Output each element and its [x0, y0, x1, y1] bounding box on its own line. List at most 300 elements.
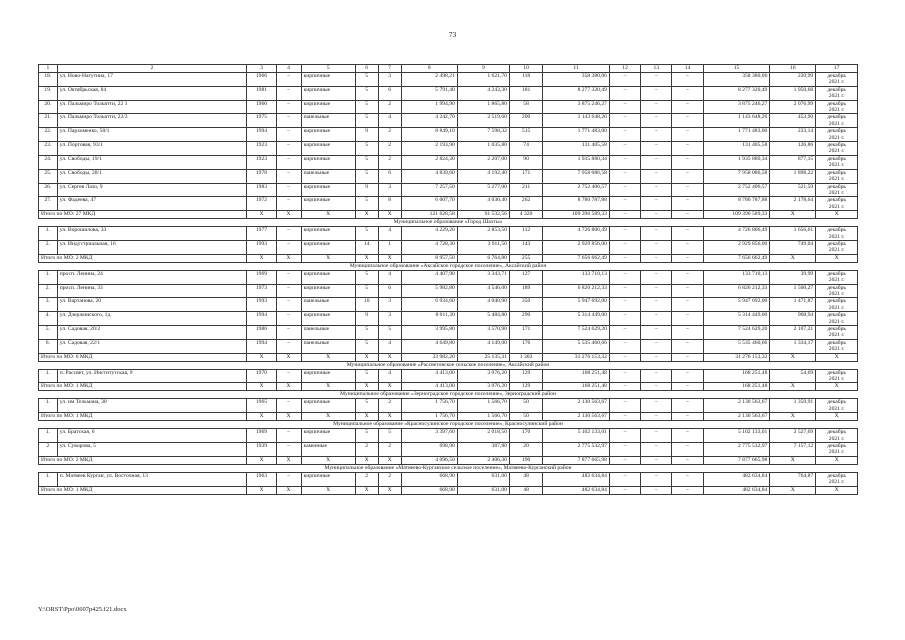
living-area-cell: 387,80	[457, 443, 509, 457]
total-cell: –	[641, 413, 672, 421]
cost-fund-cell: 5 535 460,66	[703, 339, 770, 353]
col13-cell: –	[641, 155, 672, 169]
total-cell: –	[672, 413, 703, 421]
total-cell: X	[276, 353, 301, 361]
row-number-cell: 1.	[39, 472, 58, 486]
completion-date-cell	[816, 183, 858, 197]
cost-cell: 2 775 532,97	[543, 443, 610, 457]
table-row	[39, 270, 858, 284]
total-cell: X	[770, 486, 816, 494]
col12-cell: –	[609, 312, 640, 326]
cost-cell: 4 726 806,49	[543, 227, 610, 241]
col4-cell: –	[276, 73, 301, 87]
cost-cell: 358 380,06	[543, 73, 610, 87]
col12-cell: –	[609, 86, 640, 100]
cost-fund-cell: 131 405,58	[703, 142, 770, 156]
table-row	[39, 197, 858, 211]
residents-cell: 200	[509, 114, 542, 128]
col13-cell: –	[641, 270, 672, 284]
row-number-cell: 26.	[39, 183, 58, 197]
table-row	[39, 240, 858, 254]
table-row	[39, 443, 858, 457]
completion-year: 2021 г.	[828, 93, 845, 100]
col14-cell: –	[672, 270, 703, 284]
unit-cost-cell: 1 656,61	[770, 227, 816, 241]
total-area-cell: 1 994,90	[401, 100, 457, 114]
col12-cell: –	[609, 326, 640, 340]
table-row	[39, 339, 858, 353]
floors-cell: 5	[355, 86, 378, 100]
floors-cell: 5	[355, 73, 378, 87]
unit-cost-cell: 2 527,69	[770, 429, 816, 443]
col12-cell: –	[609, 399, 640, 413]
year-cell: 1986	[247, 326, 276, 340]
total-label: Итого по МО: 2 МКД	[39, 456, 247, 464]
year-cell: 1923	[247, 142, 276, 156]
total-cell: 4 320	[509, 211, 542, 219]
cost-fund-cell: 1 771 483,00	[703, 128, 770, 142]
wall-material-cell: кирпичные	[301, 240, 355, 254]
completion-month: декабрь	[827, 339, 846, 346]
entrances-cell: 3	[378, 312, 401, 326]
completion-year: 2021 г.	[828, 332, 845, 339]
address-cell: просп. Ленина, 33	[57, 284, 247, 298]
completion-date-cell	[816, 369, 858, 383]
col14-cell: –	[672, 399, 703, 413]
col13-cell: –	[641, 443, 672, 457]
entrances-cell: 6	[378, 169, 401, 183]
unit-cost-cell: 126,86	[770, 142, 816, 156]
total-cell: X	[770, 383, 816, 391]
total-cell: –	[672, 383, 703, 391]
completion-date-cell	[816, 197, 858, 211]
row-number-cell: 22.	[39, 128, 58, 142]
completion-year: 2021 г.	[828, 79, 845, 86]
column-number-cell: 11	[543, 65, 610, 73]
completion-month: декабрь	[827, 270, 846, 277]
address-cell: ул. Суворова, 5	[57, 443, 247, 457]
table-row	[39, 284, 858, 298]
col13-cell: –	[641, 169, 672, 183]
total-cell: 31 276 153,32	[543, 353, 610, 361]
cost-cell: 133 710,13	[543, 270, 610, 284]
completion-year: 2021 г.	[828, 203, 845, 210]
living-area-cell: 4 040,90	[457, 298, 509, 312]
total-cell: X	[378, 211, 401, 219]
residents-cell: 112	[509, 227, 542, 241]
total-cell: X	[816, 211, 858, 219]
total-cell: X	[247, 383, 276, 391]
completion-month: декабрь	[827, 443, 846, 450]
total-area-cell: 4 242,70	[401, 114, 457, 128]
municipality-title: Муниципальное образование «Аксайское городское поселение», Аксайский район	[39, 262, 858, 270]
completion-month: декабрь	[827, 284, 846, 291]
total-cell: X	[355, 211, 378, 219]
entrances-cell: 4	[378, 227, 401, 241]
completion-month: декабрь	[827, 142, 846, 149]
year-cell: 1993	[247, 240, 276, 254]
address-cell: ул. Фадеева, 47	[57, 197, 247, 211]
col13-cell: –	[641, 227, 672, 241]
year-cell: 1994	[247, 128, 276, 142]
total-cell: X	[276, 486, 301, 494]
total-area-cell: 698,90	[401, 443, 457, 457]
unit-cost-cell: 1 500,27	[770, 284, 816, 298]
completion-month: декабрь	[827, 155, 846, 162]
total-cell: –	[609, 254, 640, 262]
total-cell: X	[276, 383, 301, 391]
total-cell: 668,90	[401, 486, 457, 494]
total-cell: X	[247, 254, 276, 262]
col4-cell: –	[276, 472, 301, 486]
cost-cell: 1 771 483,00	[543, 128, 610, 142]
total-cell: –	[641, 254, 672, 262]
total-cell: X	[301, 383, 355, 391]
living-area-cell: 4 030,40	[457, 197, 509, 211]
col4-cell: –	[276, 443, 301, 457]
total-cell: X	[247, 353, 276, 361]
table-row	[39, 100, 858, 114]
completion-year: 2021 г.	[828, 107, 845, 114]
municipality-header-row	[39, 464, 858, 472]
living-area-cell: 3 570,90	[457, 326, 509, 340]
total-cell: –	[672, 254, 703, 262]
floors-cell: 5	[355, 114, 378, 128]
total-cell: X	[378, 254, 401, 262]
total-cell: –	[609, 456, 640, 464]
total-cell: X	[247, 486, 276, 494]
col4-cell: –	[276, 114, 301, 128]
cost-fund-cell: 133 710,13	[703, 270, 770, 284]
total-row	[39, 211, 858, 219]
total-cell: –	[609, 353, 640, 361]
footer-file-path: Y:\ORST\Ppo\0607p425.f21.docx	[38, 606, 127, 613]
col12-cell: –	[609, 73, 640, 87]
total-cell: –	[609, 383, 640, 391]
residents-cell: 129	[509, 369, 542, 383]
col14-cell: –	[672, 298, 703, 312]
column-number-cell: 7	[378, 65, 401, 73]
col14-cell: –	[672, 472, 703, 486]
floors-cell: 5	[355, 284, 378, 298]
total-cell: –	[641, 353, 672, 361]
column-number-cell: 16	[770, 65, 816, 73]
total-cell: X	[770, 456, 816, 464]
residents-cell: 48	[509, 472, 542, 486]
col12-cell: –	[609, 169, 640, 183]
address-cell: п. Рассвет, ул. Институтская, 9	[57, 369, 247, 383]
total-label: Итого по МО: 1 МКД	[39, 413, 247, 421]
total-area-cell: 7 257,50	[401, 183, 457, 197]
address-cell: ул. Дзержинского, 1д	[57, 312, 247, 326]
col14-cell: –	[672, 369, 703, 383]
total-cell: X	[276, 254, 301, 262]
floors-cell: 5	[355, 429, 378, 443]
total-cell: X	[276, 456, 301, 464]
total-label: Итого по МО: 1 МКД	[39, 486, 247, 494]
year-cell: 1972	[247, 197, 276, 211]
cost-fund-cell: 1 143 648,26	[703, 114, 770, 128]
col14-cell: –	[672, 312, 703, 326]
row-number-cell: 5.	[39, 326, 58, 340]
wall-material-cell: кирпичные	[301, 369, 355, 383]
col4-cell: –	[276, 86, 301, 100]
municipality-header-row	[39, 421, 858, 429]
col12-cell: –	[609, 197, 640, 211]
total-cell: 1 303	[509, 353, 542, 361]
col12-cell: –	[609, 227, 640, 241]
cost-fund-cell: 2 752 406,57	[703, 183, 770, 197]
col13-cell: –	[641, 128, 672, 142]
total-cell: –	[672, 486, 703, 494]
total-cell: –	[641, 211, 672, 219]
cost-cell: 2 130 563,67	[543, 399, 610, 413]
table-row	[39, 169, 858, 183]
column-number-row	[39, 65, 858, 73]
municipality-title: Муниципальное образование «Матвеево-Курганское сельское поселение», Матвеево-Курганский район	[39, 464, 858, 472]
residents-cell: 50	[509, 399, 542, 413]
completion-month: декабрь	[827, 73, 846, 79]
col14-cell: –	[672, 114, 703, 128]
floors-cell: 5	[355, 270, 378, 284]
total-row	[39, 254, 858, 262]
total-cell: X	[301, 486, 355, 494]
floors-cell: 5	[355, 197, 378, 211]
completion-year: 2021 г.	[828, 120, 845, 127]
cost-fund-cell: 8 277 320,49	[703, 86, 770, 100]
col12-cell: –	[609, 100, 640, 114]
address-cell: ул. Ворошилова, 33	[57, 227, 247, 241]
col4-cell: –	[276, 284, 301, 298]
row-number-cell: 2	[39, 443, 58, 457]
row-number-cell: 1.	[39, 399, 58, 413]
residents-cell: 290	[509, 312, 542, 326]
cost-cell: 5 535 460,66	[543, 339, 610, 353]
total-row	[39, 413, 858, 421]
wall-material-cell: кирпичные	[301, 183, 355, 197]
entrances-cell: 4	[378, 270, 401, 284]
floors-cell: 10	[355, 298, 378, 312]
table-row	[39, 326, 858, 340]
year-cell: 1965	[247, 399, 276, 413]
table-row	[39, 472, 858, 486]
municipality-title: Муниципальное образование «Зерноградское городское поселение», Зерноградский район	[39, 391, 858, 399]
total-label: Итого по МО: 27 МКД	[39, 211, 247, 219]
total-cell: 109 396 589,33	[543, 211, 610, 219]
total-area-cell: 2 498,21	[401, 73, 457, 87]
cost-cell: 8 780 787,88	[543, 197, 610, 211]
living-area-cell: 1 035,80	[457, 142, 509, 156]
wall-material-cell: кирпичные	[301, 472, 355, 486]
wall-material-cell: кирпичные	[301, 100, 355, 114]
wall-material-cell: кирпичные	[301, 86, 355, 100]
wall-material-cell: кирпичные	[301, 399, 355, 413]
total-cell: X	[770, 413, 816, 421]
page-number: 73	[448, 30, 457, 39]
completion-date-cell	[816, 169, 858, 183]
total-cell: X	[770, 353, 816, 361]
floors-cell: 5	[355, 169, 378, 183]
address-cell: ул. Пархоменко, 58/1	[57, 128, 247, 142]
col12-cell: –	[609, 128, 640, 142]
unit-cost-cell: 1 950,68	[770, 86, 816, 100]
completion-date-cell	[816, 100, 858, 114]
total-label: Итого по МО: 2 МКД	[39, 254, 247, 262]
total-cell: 25 135,31	[457, 353, 509, 361]
completion-year: 2021 г.	[828, 176, 845, 183]
cost-fund-cell: 7 958 086,58	[703, 169, 770, 183]
total-cell: 482 634,84	[703, 486, 770, 494]
living-area-cell: 1 621,70	[457, 73, 509, 87]
municipality-header-row	[39, 391, 858, 399]
col4-cell: –	[276, 197, 301, 211]
completion-date-cell	[816, 227, 858, 241]
municipality-title: Муниципальное образование «Город Шахты»	[39, 219, 858, 227]
floors-cell: 9	[355, 128, 378, 142]
row-number-cell: 19.	[39, 86, 58, 100]
municipality-header-row	[39, 219, 858, 227]
total-cell: 8 957,50	[401, 254, 457, 262]
total-cell: X	[816, 486, 858, 494]
col4-cell: –	[276, 142, 301, 156]
total-cell: X	[276, 413, 301, 421]
total-cell: 482 634,84	[543, 486, 610, 494]
housing-register-table	[38, 64, 858, 495]
address-cell: ул. Садовая, 22/1	[57, 339, 247, 353]
total-cell: –	[609, 486, 640, 494]
floors-cell: 9	[355, 312, 378, 326]
total-cell: 109 396 589,33	[703, 211, 770, 219]
completion-month: декабрь	[827, 114, 846, 121]
total-cell: 1 566,70	[457, 413, 509, 421]
col4-cell: –	[276, 270, 301, 284]
row-number-cell: 27.	[39, 197, 58, 211]
total-area-cell: 8 011,30	[401, 312, 457, 326]
completion-year: 2021 г.	[828, 304, 845, 311]
address-cell: ул. Пальмиро Тольятти, 22 1	[57, 100, 247, 114]
total-row	[39, 486, 858, 494]
wall-material-cell: кирпичные	[301, 284, 355, 298]
total-cell: X	[816, 456, 858, 464]
entrances-cell: 6	[378, 284, 401, 298]
total-cell: X	[378, 353, 401, 361]
total-cell: 91 532,56	[457, 211, 509, 219]
year-cell: 1939	[247, 443, 276, 457]
completion-month: декабрь	[827, 128, 846, 135]
col4-cell: –	[276, 369, 301, 383]
col12-cell: –	[609, 298, 640, 312]
wall-material-cell: кирпичные	[301, 227, 355, 241]
municipality-title: Муниципальное образование «Красносулинское городское поселение», Красносулинский район	[39, 421, 858, 429]
total-cell: 129	[509, 383, 542, 391]
col12-cell: –	[609, 429, 640, 443]
table-row	[39, 298, 858, 312]
total-area-cell: 4 839,60	[401, 169, 457, 183]
address-cell: ул. Садовая, 20/2	[57, 326, 247, 340]
unit-cost-cell: 1 471,87	[770, 298, 816, 312]
wall-material-cell: панельные	[301, 169, 355, 183]
total-cell: X	[301, 353, 355, 361]
total-cell: X	[276, 211, 301, 219]
floors-cell: 2	[355, 472, 378, 486]
total-cell: X	[355, 353, 378, 361]
floors-cell: 5	[355, 369, 378, 383]
unit-cost-cell: 968,94	[770, 312, 816, 326]
col13-cell: –	[641, 100, 672, 114]
floors-cell: 2	[355, 443, 378, 457]
completion-date-cell	[816, 399, 858, 413]
completion-year: 2021 г.	[828, 277, 845, 284]
cost-fund-cell: 358 380,06	[703, 73, 770, 87]
completion-month: декабрь	[827, 369, 846, 376]
wall-material-cell: кирпичные	[301, 128, 355, 142]
col4-cell: –	[276, 240, 301, 254]
completion-month: декабрь	[827, 183, 846, 190]
residents-cell: 118	[509, 73, 542, 87]
total-cell: 2 130 563,67	[543, 413, 610, 421]
living-area-cell: 5 277,00	[457, 183, 509, 197]
year-cell: 1960	[247, 100, 276, 114]
living-area-cell: 4 243,30	[457, 86, 509, 100]
total-row	[39, 456, 858, 464]
col14-cell: –	[672, 100, 703, 114]
residents-cell: 143	[509, 240, 542, 254]
row-number-cell: 20.	[39, 100, 58, 114]
wall-material-cell: кирпичные	[301, 312, 355, 326]
living-area-cell: 2 207,00	[457, 155, 509, 169]
col14-cell: –	[672, 240, 703, 254]
total-cell: 190	[509, 456, 542, 464]
wall-material-cell: кирпичные	[301, 142, 355, 156]
row-number-cell: 25.	[39, 169, 58, 183]
col12-cell: –	[609, 114, 640, 128]
col4-cell: –	[276, 155, 301, 169]
row-number-cell: 3.	[39, 298, 58, 312]
address-cell: ул. Братская, 6	[57, 429, 247, 443]
col12-cell: –	[609, 183, 640, 197]
total-area-cell: 4 649,80	[401, 339, 457, 353]
total-cell: 168 251,48	[703, 383, 770, 391]
residents-cell: 58	[509, 100, 542, 114]
col13-cell: –	[641, 326, 672, 340]
total-cell: –	[609, 413, 640, 421]
unit-cost-cell: 54,69	[770, 369, 816, 383]
cost-fund-cell: 5 102 133,01	[703, 429, 770, 443]
completion-date-cell	[816, 155, 858, 169]
completion-month: декабрь	[827, 298, 846, 305]
residents-cell: 211	[509, 183, 542, 197]
table-row	[39, 227, 858, 241]
total-cell: X	[816, 254, 858, 262]
col13-cell: –	[641, 399, 672, 413]
unit-cost-cell: 2 076,99	[770, 100, 816, 114]
col14-cell: –	[672, 443, 703, 457]
completion-date-cell	[816, 270, 858, 284]
address-cell: ул. им Тельмана, 30	[57, 399, 247, 413]
completion-month: декабрь	[827, 100, 846, 107]
address-cell: ул. Свободы, 19/1	[57, 155, 247, 169]
total-cell: X	[378, 486, 401, 494]
municipality-title: Муниципальное образование «Рассветовское сельское поселение», Аксайский район	[39, 361, 858, 369]
completion-date-cell	[816, 114, 858, 128]
cost-fund-cell: 4 726 806,49	[703, 227, 770, 241]
completion-month: декабрь	[827, 197, 846, 204]
completion-year: 2021 г.	[828, 247, 845, 254]
total-cell: 121 628,58	[401, 211, 457, 219]
col14-cell: –	[672, 339, 703, 353]
residents-cell: 127	[509, 270, 542, 284]
cost-cell: 7 958 086,58	[543, 169, 610, 183]
